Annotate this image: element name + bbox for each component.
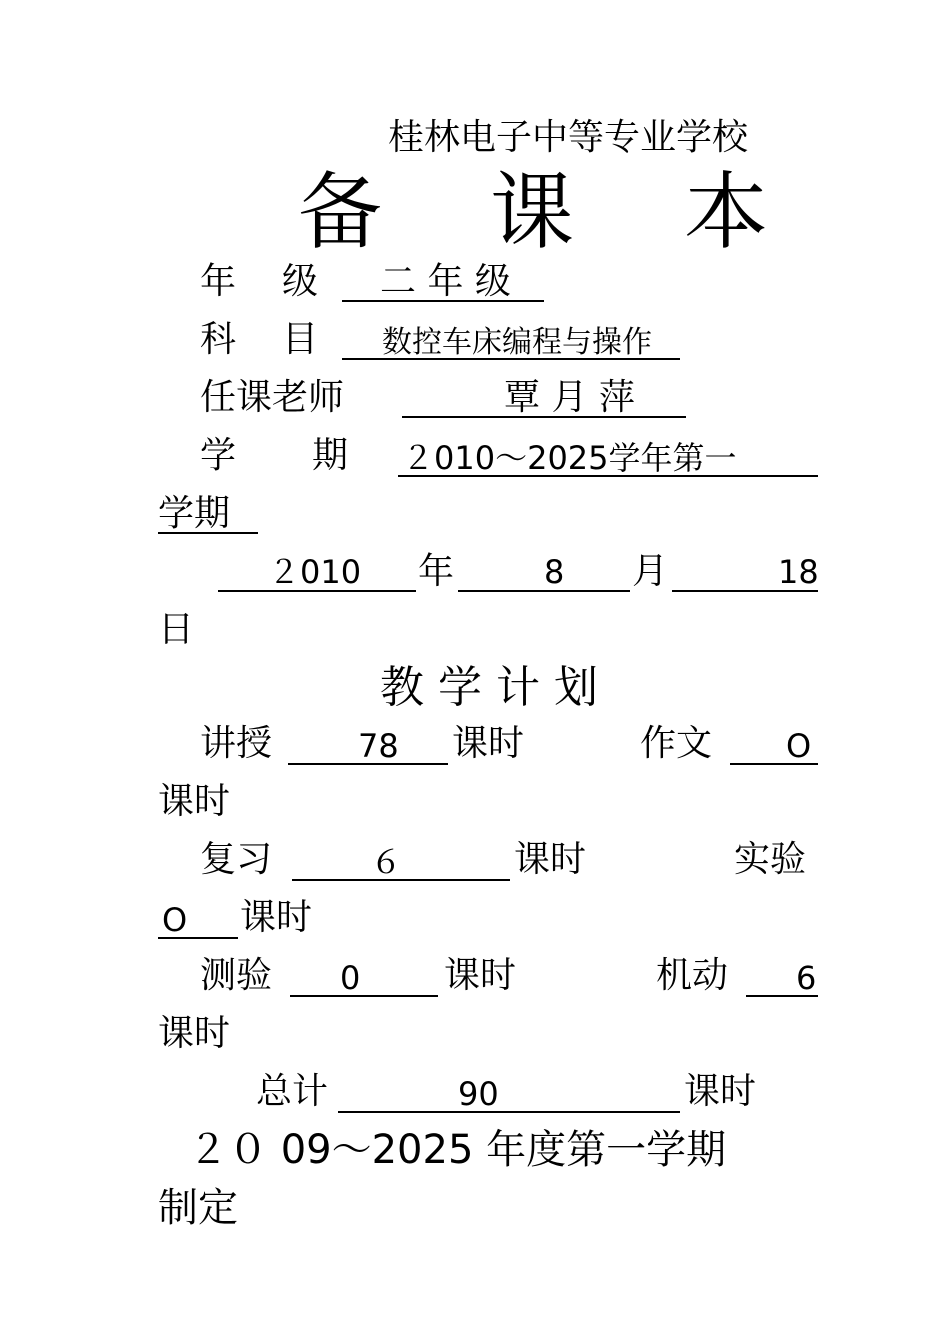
flexible-unit: 课时 [158,1013,231,1054]
footer-line2: 制定 [158,1185,238,1231]
test-value: 0 [340,959,361,997]
total-value: 90 [458,1075,499,1113]
grade-value: 二 年 级 [380,261,511,302]
total-unit: 课时 [684,1071,757,1112]
title-char-3: 本 [684,163,769,261]
subject-value: 数控车床编程与操作 [382,325,652,360]
test-unit: 课时 [444,955,517,996]
total-underline [338,1111,680,1113]
title-char-2: 课 [490,163,575,261]
grade-label-a: 年 [200,261,237,302]
teacher-value: 覃 月 萍 [504,377,635,418]
teacher-label: 任课老师 [200,377,345,418]
date-year: ２010 [268,553,362,591]
total-label: 总计 [256,1071,329,1112]
flexible-label: 机动 [656,955,729,996]
composition-label: 作文 [640,723,713,764]
date-day-unit: 日 [158,609,195,650]
review-label: 复习 [200,839,273,880]
experiment-unit: 课时 [240,897,313,938]
composition-unit: 课时 [158,781,231,822]
term-label-b: 期 [312,435,349,476]
grade-label-b: 级 [282,261,319,302]
test-underline [290,995,438,997]
review-value: ６ [370,843,403,881]
subject-label-b: 目 [282,319,319,360]
composition-value: O [786,727,812,765]
term-value-line1: ２010～2025学年第一 [402,439,737,477]
experiment-label: 实验 [734,839,807,880]
date-month-unit: 月 [632,551,669,592]
school-name: 桂林电子中等专业学校 [388,117,749,158]
review-unit: 课时 [514,839,587,880]
test-label: 测验 [200,955,273,996]
lecture-label: 讲授 [200,723,273,764]
experiment-value: O [162,901,188,939]
flexible-value: 6 [796,959,817,997]
term-value-line2: 学期 [158,493,231,534]
lecture-unit: 课时 [452,723,525,764]
date-year-unit: 年 [418,551,455,592]
subject-label-a: 科 [200,319,237,360]
plan-title: 教 学 计 划 [380,662,598,713]
title-char-1: 备 [298,163,383,261]
lecture-value: 78 [358,727,399,765]
date-month: 8 [544,553,565,591]
footer-line1: ２０ 09～2025 年度第一学期 [188,1127,727,1173]
term-label-a: 学 [200,435,237,476]
date-day: 18 [778,553,819,591]
